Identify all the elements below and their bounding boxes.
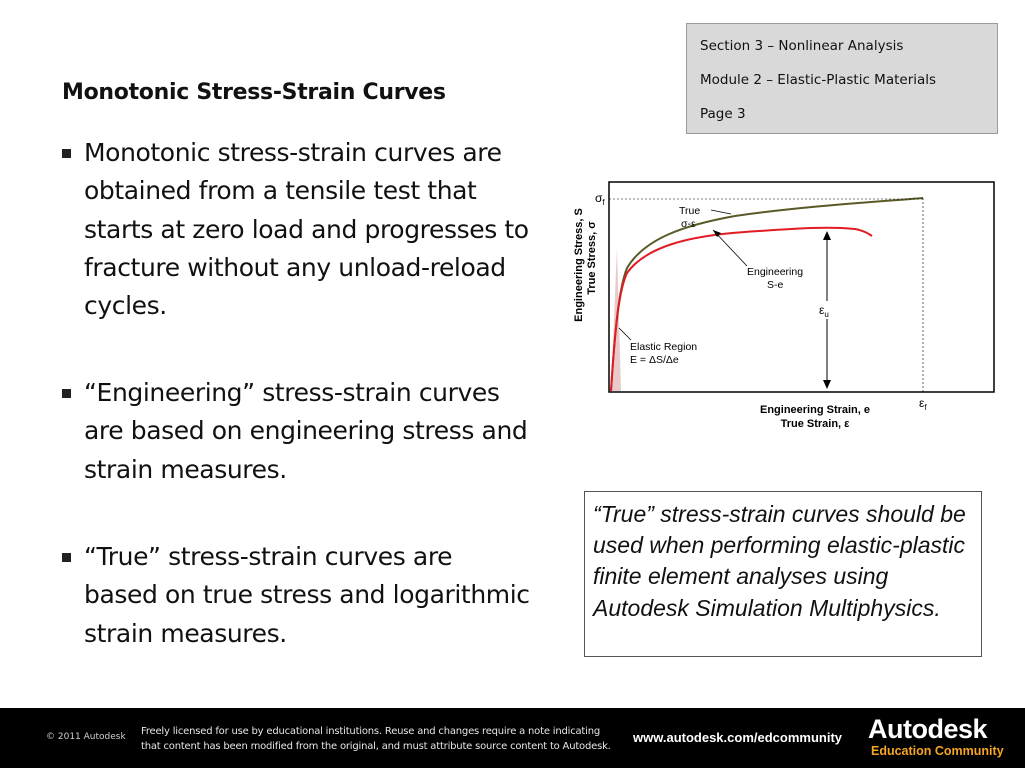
autodesk-logo: Autodesk <box>868 714 988 744</box>
engineering-curve-label: Engineering <box>747 266 804 278</box>
x-axis-label-true: True Strain, ε <box>780 418 850 430</box>
bullet-square-icon <box>62 389 71 398</box>
bullet-text: “True” stress-strain curves are based on true stress and logarithmic strain measures. <box>84 542 530 648</box>
eps-f-label <box>919 396 927 412</box>
stress-strain-diagram <box>555 178 1000 438</box>
footer-bar <box>0 708 1025 768</box>
note-text: “True” stress-strain curves should be used when performing elastic-plastic finite element analyses using Autodesk Simulation Multiphysics. <box>593 501 966 621</box>
eps-u-arrow-up-icon <box>823 231 831 240</box>
bullet-text: Monotonic stress-strain curves are obtained from a tensile test that starts at zero load and progresses to fracture without any unload-reload cycles. <box>84 138 529 321</box>
license-text: Freely licensed for use by educational institutions. Reuse and changes require a note indicating that content has been modified from the original, and must attribute source content to Autodesk. <box>141 726 611 752</box>
eps-f-symbol: ε <box>919 396 925 410</box>
true-curve-label: True <box>679 205 701 217</box>
elastic-label-leader <box>619 328 631 340</box>
y-axis-label-true: True Stress, σ <box>586 221 598 295</box>
bullet-square-icon <box>62 553 71 562</box>
section-label: Section 3 – Nonlinear Analysis <box>700 38 904 54</box>
x-axis-label-engineering: Engineering Strain, e <box>759 404 871 416</box>
slide-title: Monotonic Stress-Strain Curves <box>62 80 446 105</box>
true-curve-note-box <box>584 491 982 657</box>
bullet-item <box>62 538 532 653</box>
education-community-label: Education Community <box>871 744 1004 758</box>
eps-u-symbol: ε <box>819 303 825 317</box>
elastic-region-label: Elastic Region <box>630 341 698 353</box>
copyright-text: © 2011 Autodesk <box>46 732 126 742</box>
eps-f-subscript: f <box>924 403 927 412</box>
y-axis-label-engineering: Engineering Stress, S <box>573 208 585 322</box>
elastic-modulus-label: E = ΔS/Δe <box>630 354 679 366</box>
page-number: Page 3 <box>700 106 746 122</box>
bullet-item <box>62 374 532 489</box>
sigma-f-label <box>595 191 605 207</box>
section-info-box <box>686 23 998 134</box>
true-label-leader <box>711 210 731 214</box>
edcommunity-link[interactable]: www.autodesk.com/edcommunity <box>633 730 843 745</box>
bullet-square-icon <box>62 149 71 158</box>
engineering-curve-label-symbols: S-e <box>767 279 784 291</box>
eps-u-arrow-down-icon <box>823 380 831 389</box>
module-label: Module 2 – Elastic-Plastic Materials <box>700 72 937 88</box>
true-curve-label-symbols: σ-ε <box>681 218 696 230</box>
sigma-f-symbol: σ <box>595 191 603 205</box>
eps-u-subscript: u <box>824 310 829 319</box>
bullet-text: “Engineering” stress-strain curves are based on engineering stress and strain measures. <box>84 378 528 484</box>
sigma-f-subscript: f <box>602 198 605 207</box>
bullet-item <box>62 134 532 325</box>
